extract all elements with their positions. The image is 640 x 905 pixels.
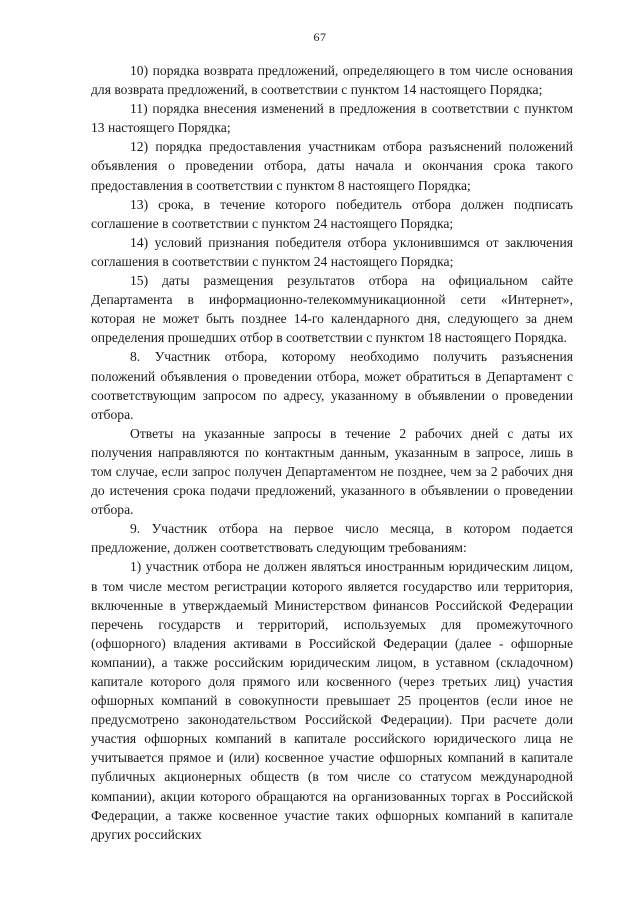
paragraph-item-15: 15) даты размещения результатов отбора на официальном сайте Департамента в информационно-телекоммуникационной сети «Интернет», которая не может быть позднее 14-го календарного дня, следующего за днем определения прошедших отбор в соответствии с пунктом 18 настоящего Порядка. (91, 273, 573, 346)
page-number: 67 (313, 30, 327, 44)
paragraph-item-11: 11) порядка внесения изменений в предложения в соответствии с пунктом 13 настоящего Порядка; (91, 101, 573, 136)
paragraph-section-9: 9. Участник отбора на первое число месяца, в котором подается предложение, должен соответствовать следующим требованиям: (91, 521, 573, 556)
paragraph-item-12: 12) порядка предоставления участникам отбора разъяснений положений объявления о проведении отбора, даты начала и окончания срока такого предоставления в соответствии с пунктом 8 настоящего Порядка; (91, 139, 573, 193)
paragraph-item-14: 14) условий признания победителя отбора уклонившимся от заключения соглашения в соответствии с пунктом 24 настоящего Порядка; (91, 234, 573, 269)
paragraph-requirement-1: 1) участник отбора не должен являться иностранным юридическим лицом, в том числе местом регистрации которого является государство или территория, включенные в утверждаемый Министерством финансов Российской Федерации перечень государств и территорий, используемых для промежуточного (офшорного) владения активами в Российской Федерации (далее - офшорные компании), а также российским юридическим лицом, в уставном (складочном) капитале которого доля прямого или косвенного (через третьих лиц) участия офшорных компаний в совокупности превышает 25 процентов (если иное не предусмотрено законодательством Российской Федерации). При расчете доли участия офшорных компаний в капитале российского юридического лица не учитывается прямое и (или) косвенное участие офшорных компаний в капитале публичных акционерных обществ (в том числе со статусом международной компании), акции которого обращаются на организованных торгах в Российской Федерации, а также косвенное участие таких офшорных компаний в капитале других российских (91, 559, 573, 842)
document-body (91, 61, 573, 844)
paragraph-section-8: 8. Участник отбора, которому необходимо получить разъяснения положений объявления о проведении отбора, может обратиться в Департамент с соответствующим запросом по адресу, указанному в объявлении о проведении отбора. (91, 349, 573, 422)
paragraph-section-8-answers: Ответы на указанные запросы в течение 2 рабочих дней с даты их получения направляются по контактным данным, указанным в запросе, лишь в том случае, если запрос получен Департаментом не позднее, чем за 2 рабочих дня до истечения срока подачи предложений, указанного в объявлении о проведении отбора. (91, 425, 573, 518)
paragraph-item-10: 10) порядка возврата предложений, определяющего в том числе основания для возврата предложений, в соответствии с пунктом 14 настоящего Порядка; (91, 63, 573, 98)
paragraph-item-13: 13) срока, в течение которого победитель отбора должен подписать соглашение в соответствии с пунктом 24 настоящего Порядка; (91, 196, 573, 231)
